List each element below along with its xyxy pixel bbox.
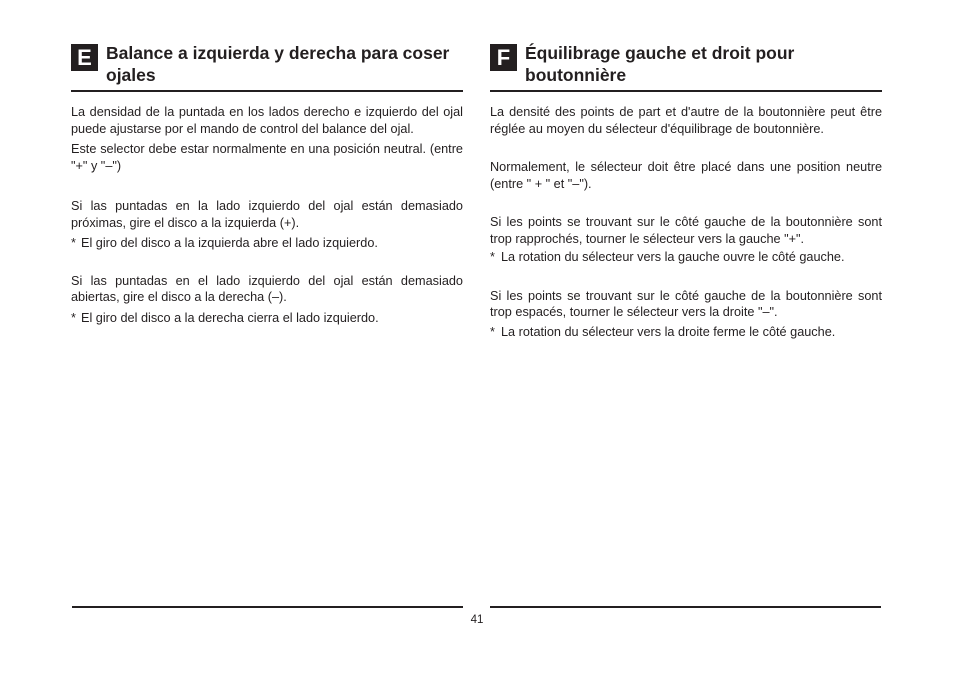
paragraph: Normalement, le sélecteur doit être placé dans une position neutre (entre " + " et "–"). [490,160,882,191]
paragraph: Si les points se trouvant sur le côté gauche de la boutonnière sont trop espacés, tourner le sélecteur vers la droite "–". [490,288,882,319]
footer-rule-right [490,606,881,608]
note [490,324,882,341]
note-marker: * [490,324,495,339]
paragraph: La densidad de la puntada en los lados derecho e izquierdo del ojal puede ajustarse por el mando de control del balance del ojal. [71,105,463,136]
paragraph: La densité des points de part et d'autre de la boutonnière peut être réglée au moyen du sélecteur d'équilibrage de boutonnière. [490,105,882,136]
page-number: 41 [470,614,484,626]
note-text: El giro del disco a la izquierda abre el lado izquierdo. [81,236,378,250]
paragraph: Este selector debe estar normalmente en una posición neutral. (entre "+" y "–") [71,142,463,173]
language-badge-f: F [490,44,517,71]
note [71,310,463,327]
note-marker: * [71,310,76,325]
note-text: La rotation du sélecteur vers la droite ferme le côté gauche. [501,324,836,339]
note [490,249,882,266]
note-marker: * [490,250,495,264]
section-spanish [71,42,463,326]
section-title: Équilibrage gauche et droit pour boutonnière [525,43,795,85]
note-marker: * [71,236,76,250]
footer-rule-left [72,606,463,608]
section-french [490,42,882,340]
language-badge-e: E [71,44,98,71]
section-body [71,92,463,326]
section-header [490,42,882,92]
note-text: El giro del disco a la derecha cierra el lado izquierdo. [81,310,379,325]
paragraph: Si las puntadas en la lado izquierdo del ojal están demasiado próximas, gire el disco a la izquierda (+). [71,199,463,230]
paragraph: Si les points se trouvant sur le côté gauche de la boutonnière sont trop rapprochés, tourner le sélecteur vers la gauche "+". [490,215,882,246]
section-title: Balance a izquierda y derecha para coser ojales [106,43,450,85]
note [71,235,463,252]
paragraph: Si las puntadas en el lado izquierdo del ojal están demasiado abiertas, gire el disco a la derecha (–). [71,273,463,304]
note-text: La rotation du sélecteur vers la gauche ouvre le côté gauche. [501,250,845,264]
section-body [490,92,882,340]
section-header [71,42,463,92]
